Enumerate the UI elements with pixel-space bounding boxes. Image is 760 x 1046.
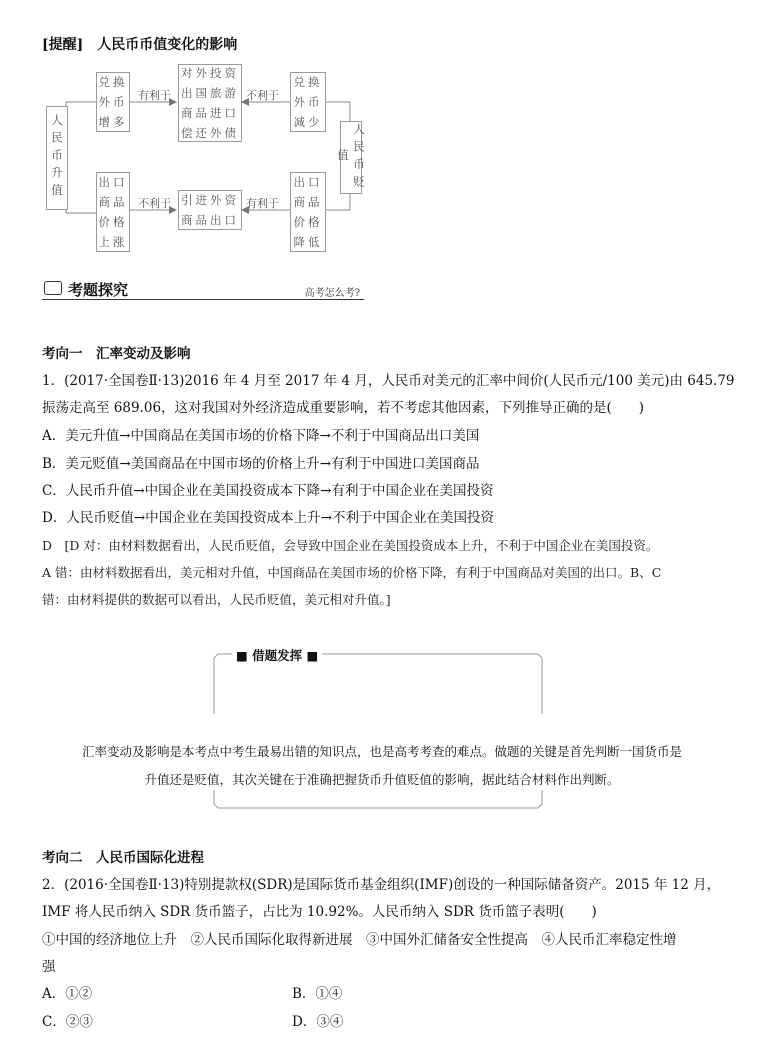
q2-option-d: D．③④ xyxy=(292,1014,344,1030)
q2-option-c: C．②③ xyxy=(42,1014,93,1030)
box-less-exchange: 兑换 外币 减少 xyxy=(290,72,326,132)
box-export-price-rise: 出口 商品 价格 上涨 xyxy=(96,172,130,252)
section-divider xyxy=(42,299,364,300)
q1-stem-line2: 振荡走高至 689.06，这对我国对外经济造成重要影响，若不考虑其他因素，下列推导正确的是( ) xyxy=(42,400,645,416)
q2-items-line1: ①中国的经济地位上升 ②人民币国际化取得新进展 ③中国外汇储备安全性提高 ④人民币汇率稳定性增 xyxy=(42,932,677,948)
q1-option-d: D．人民币贬值→中国企业在美国投资成本上升→不利于中国企业在美国投资 xyxy=(42,510,494,526)
q2-stem-line1: 2．(2016·全国卷Ⅱ·13)特别提款权(SDR)是国际货币基金组织(IMF)创设的一种国际储备资产。2015 年 12 月， xyxy=(42,877,721,893)
q2-heading: 考向二 人民币国际化进程 xyxy=(42,850,204,866)
q1-heading: 考向一 汇率变动及影响 xyxy=(42,346,191,362)
box-rmb-appreciate: 人民币升值 xyxy=(46,106,68,210)
q1-answer-line1: D [D 对：由材料数据看出，人民币贬值，会导致中国企业在美国投资成本上升，不利于中国企业在美国投资。 xyxy=(42,538,659,553)
q1-answer-line2: A 错：由材料数据看出，美元相对升值，中国商品在美国市场的价格下降，有利于中国商品对美国的出口。B、C xyxy=(42,565,662,580)
section-title: 考题探究 xyxy=(68,281,129,299)
callout-title: ■ 借题发挥 ■ xyxy=(232,646,322,664)
q1-answer-line3: 错：由材料提供的数据可以看出，人民币贬值，美元相对升值。] xyxy=(42,592,391,607)
eye-icon xyxy=(44,281,62,295)
q2-option-b: B．①④ xyxy=(292,986,343,1002)
q1-option-a: A．美元升值→中国商品在美国市场的价格下降→不利于中国商品出口美国 xyxy=(42,428,480,444)
box-export-price-fall: 出口 商品 价格 降低 xyxy=(290,172,326,252)
section-header xyxy=(42,278,364,300)
callout-line2: 升值还是贬值，其次关键在于准确把握货币升值贬值的影响，据此结合材料作出判断。 xyxy=(144,772,620,787)
label-unfavorable-bottom-left: 不利于 xyxy=(138,197,171,210)
callout-line1: 汇率变动及影响是本考点中考生最易出错的知识点，也是高考考查的难点。做题的关键是首先判断一国货币是 xyxy=(81,744,682,759)
box-rmb-depreciate: 人民币贬值 xyxy=(336,122,366,193)
q2-option-a: A．①② xyxy=(42,986,93,1002)
hint-title: [提醒] 人民币币值变化的影响 xyxy=(42,37,238,53)
q1-option-c: C．人民币升值→中国企业在美国投资成本下降→有利于中国企业在美国投资 xyxy=(42,483,494,499)
box-bottom-center: 引进外资 商品出口 xyxy=(178,190,242,230)
box-top-center: 对外投资 出国旅游 商品进口 偿还外债 xyxy=(178,64,242,142)
q1-option-b: B．美元贬值→美国商品在中国市场的价格上升→有利于中国进口美国商品 xyxy=(42,456,480,472)
q2-stem-line2: IMF 将人民币纳入 SDR 货币篮子，占比为 10.92%。人民币纳入 SDR 货币篮子表明( ) xyxy=(42,904,597,920)
box-more-exchange: 兑换 外币 增多 xyxy=(96,72,130,132)
label-favorable-bottom-right: 有利于 xyxy=(246,197,279,210)
section-subtitle: 高考怎么考? xyxy=(304,288,360,299)
callout-body xyxy=(42,738,722,794)
label-unfavorable-top-right: 不利于 xyxy=(246,89,279,102)
q1-stem-line1: 1．(2017·全国卷Ⅱ·13)2016 年 4 月至 2017 年 4 月，人民币对美元的汇率中间价(人民币元/100 美元)由 645.79 xyxy=(42,373,735,389)
label-favorable-top-left: 有利于 xyxy=(138,89,171,102)
q2-items-line2: 强 xyxy=(42,959,56,975)
